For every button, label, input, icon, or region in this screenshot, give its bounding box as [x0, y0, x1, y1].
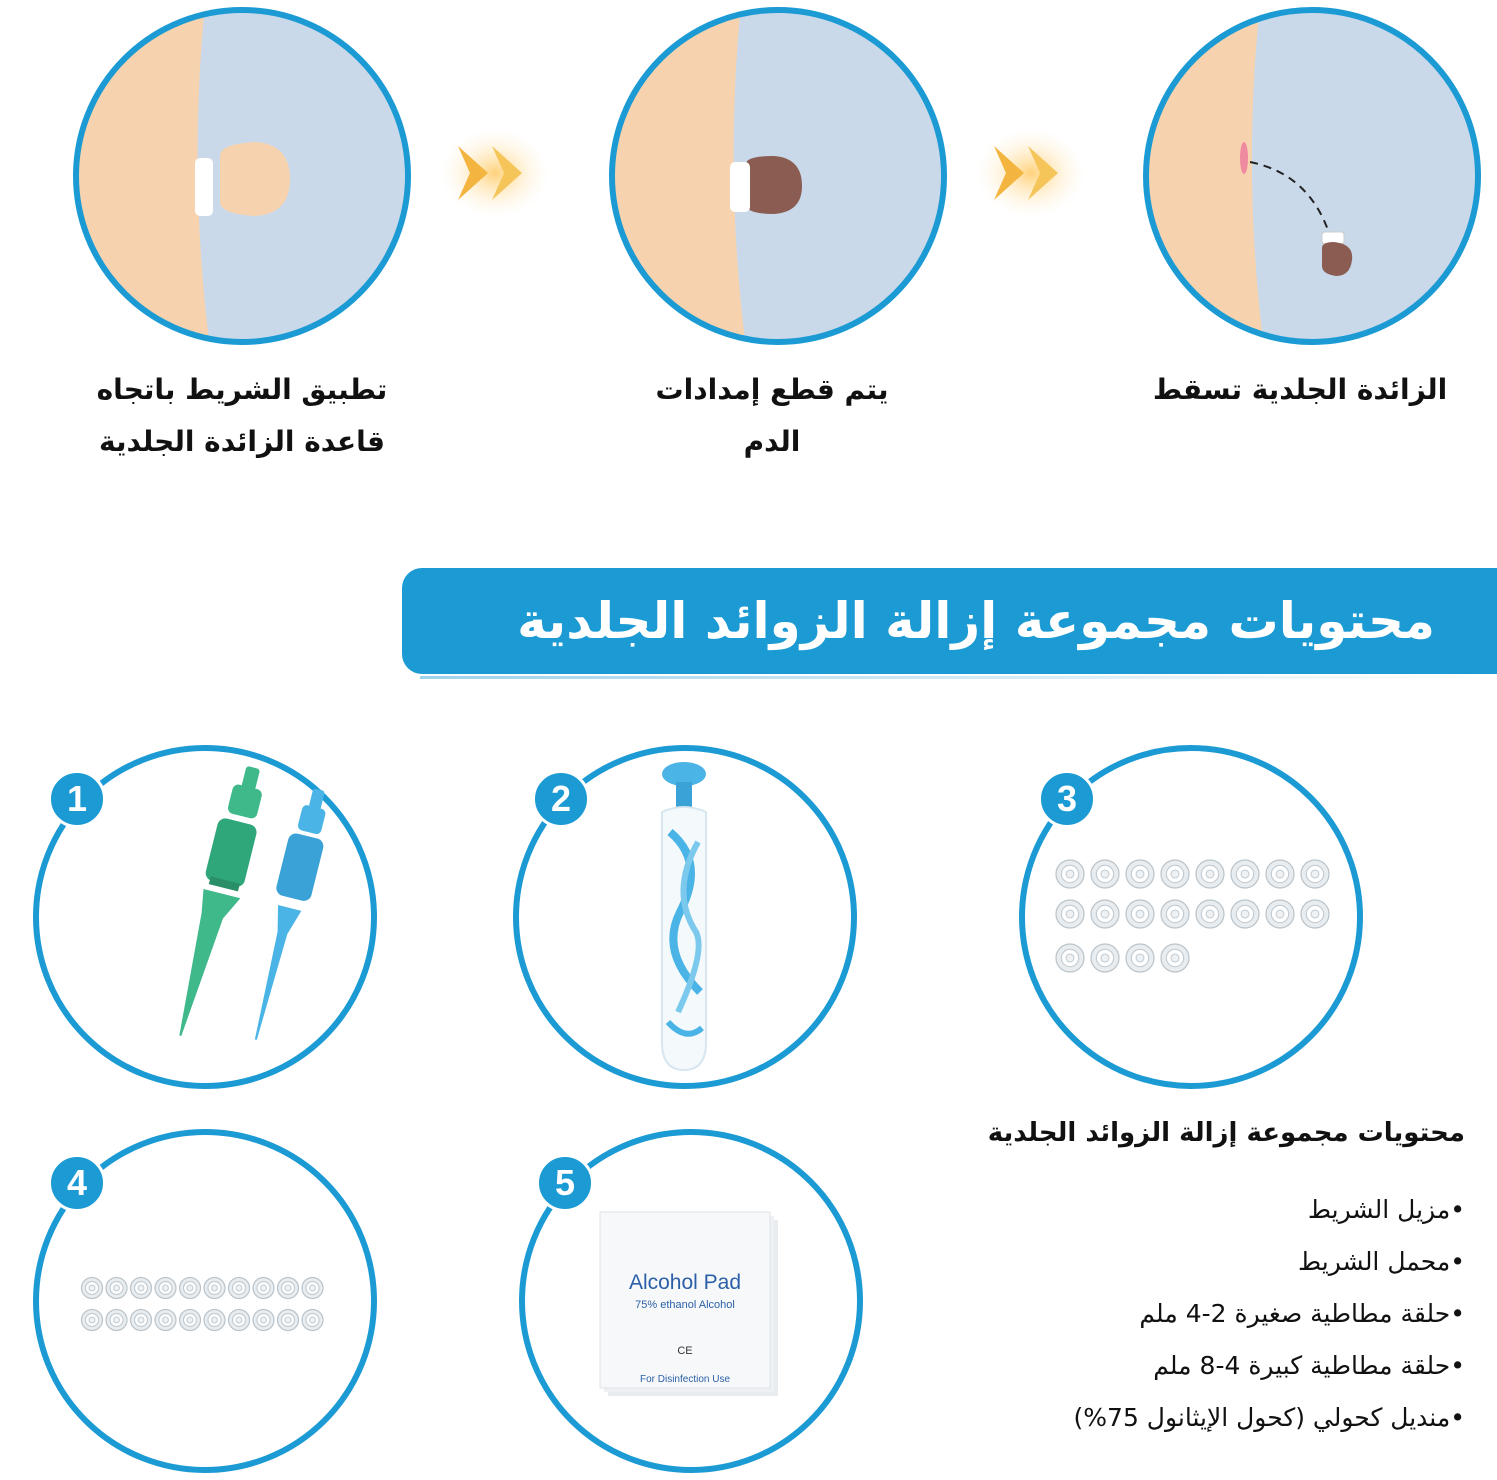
step-1-caption-line1: تطبيق الشريط باتجاه: [96, 373, 388, 406]
step-3-illustration: [1140, 4, 1484, 348]
rubber-ring-icon: [82, 1310, 103, 1331]
item-5-badge: 5: [536, 1154, 594, 1212]
item-2-badge: 2: [532, 770, 590, 828]
step-2-caption: [592, 364, 952, 468]
step-3-caption-line1: الزائدة الجلدية تسقط: [1152, 373, 1448, 406]
step-3-caption: [1120, 364, 1480, 416]
rubber-ring-icon: [1126, 900, 1154, 928]
rubber-ring-icon: [1091, 860, 1119, 888]
rubber-ring-icon: [1196, 900, 1224, 928]
step-2-illustration: [606, 4, 950, 348]
rubber-ring-icon: [1266, 900, 1294, 928]
contents-list: [1074, 1184, 1465, 1444]
rubber-ring-icon: [1056, 944, 1084, 972]
item-5-alcohol-pad: [516, 1126, 866, 1476]
list-item: • محمل الشريط: [1074, 1236, 1465, 1288]
rubber-ring-icon: [1301, 900, 1329, 928]
list-item: • منديل كحولي (كحول الإيثانول 75%): [1074, 1392, 1465, 1444]
rubber-ring-icon: [302, 1310, 323, 1331]
rubber-ring-icon: [106, 1310, 127, 1331]
rubber-ring-icon: [131, 1278, 152, 1299]
rubber-ring-icon: [229, 1278, 250, 1299]
rubber-ring-icon: [1161, 860, 1189, 888]
step-2-caption-line1: يتم قطع إمدادات: [655, 373, 889, 406]
alcohol-pad-subtitle: 75% ethanol Alcohol: [635, 1299, 735, 1311]
rubber-ring-icon: [253, 1278, 274, 1299]
step-1-caption-line2: قاعدة الزائدة الجلدية: [99, 425, 385, 458]
rubber-ring-icon: [278, 1278, 299, 1299]
rubber-ring-icon: [229, 1310, 250, 1331]
item-3-small-rings: [1016, 742, 1366, 1092]
banner-underline: [420, 676, 1497, 679]
rubber-ring-icon: [1091, 900, 1119, 928]
rubber-ring-icon: [302, 1278, 323, 1299]
step-2-caption-line2: الدم: [743, 425, 801, 458]
rubber-ring-icon: [1056, 900, 1084, 928]
rubber-ring-icon: [204, 1278, 225, 1299]
item-4-badge: 4: [48, 1154, 106, 1212]
alcohol-pad-footer: For Disinfection Use: [639, 1374, 731, 1385]
rubber-ring-icon: [278, 1310, 299, 1331]
rubber-ring-icon: [180, 1310, 201, 1331]
rubber-ring-icon: [1091, 944, 1119, 972]
item-1-badge: 1: [48, 770, 106, 828]
arrow-icon: [976, 118, 1086, 228]
rubber-ring-icon: [1126, 944, 1154, 972]
rubber-ring-icon: [1231, 900, 1259, 928]
list-item: • حلقة مطاطية كبيرة 4-8 ملم: [1074, 1340, 1465, 1392]
rubber-ring-icon: [1231, 860, 1259, 888]
rubber-ring-icon: [1161, 900, 1189, 928]
alcohol-pad-title: Alcohol Pad: [628, 1271, 742, 1294]
rubber-ring-icon: [1196, 860, 1224, 888]
step-1-illustration: [70, 4, 414, 348]
ce-mark: CE: [677, 1345, 693, 1357]
banner-title: محتويات مجموعة إزالة الزوائد الجلدية: [517, 592, 1435, 650]
step-1-caption: [62, 364, 422, 468]
arrow-icon: [440, 118, 550, 228]
rubber-ring-icon: [155, 1278, 176, 1299]
list-item: • مزيل الشريط: [1074, 1184, 1465, 1236]
rubber-ring-icon: [1056, 860, 1084, 888]
rubber-ring-icon: [106, 1278, 127, 1299]
item-1-applicators: [30, 742, 380, 1092]
rubber-ring-icon: [155, 1310, 176, 1331]
rubber-ring-icon: [253, 1310, 274, 1331]
kit-contents-banner: [402, 568, 1497, 674]
contents-title: محتويات مجموعة إزالة الزوائد الجلدية: [987, 1118, 1465, 1148]
rubber-ring-icon: [1126, 860, 1154, 888]
list-item: • حلقة مطاطية صغيرة 2-4 ملم: [1074, 1288, 1465, 1340]
rubber-ring-icon: [204, 1310, 225, 1331]
rubber-ring-icon: [1301, 860, 1329, 888]
rubber-ring-icon: [131, 1310, 152, 1331]
item-2-pen: [510, 742, 860, 1092]
rubber-ring-icon: [82, 1278, 103, 1299]
rubber-ring-icon: [1266, 860, 1294, 888]
rubber-ring-icon: [180, 1278, 201, 1299]
rubber-ring-icon: [1161, 944, 1189, 972]
item-3-badge: 3: [1038, 770, 1096, 828]
item-4-large-rings: [30, 1126, 380, 1476]
